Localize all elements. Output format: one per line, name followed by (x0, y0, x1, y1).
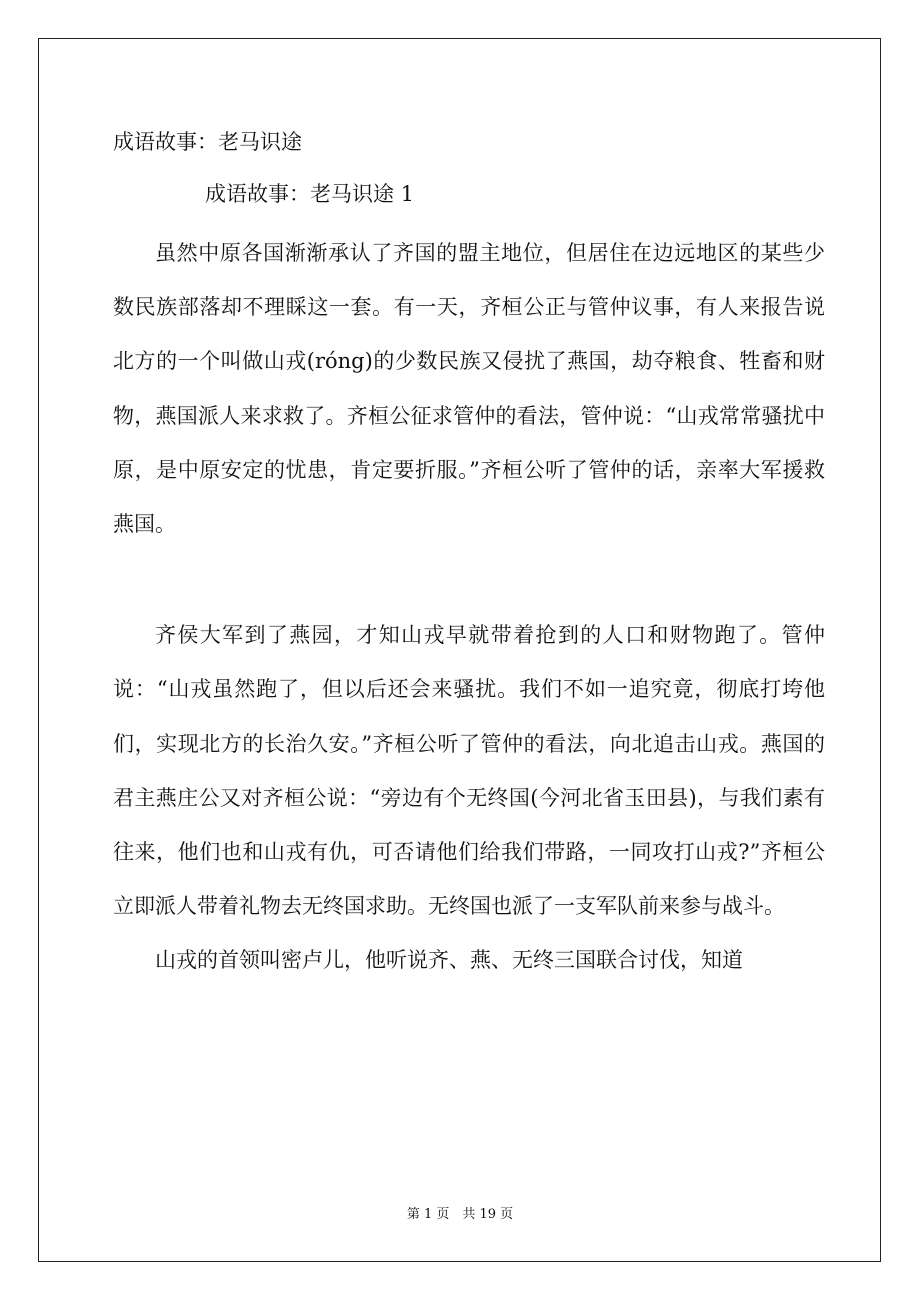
section-heading: 成语故事：老马识途 1 (205, 182, 415, 206)
page-number-footer: 第 1 页 共 19 页 (406, 1207, 514, 1222)
paragraph-2: 齐侯大军到了燕园，才知山戎早就带着抢到的人口和财物跑了。管仲说：“山戎虽然跑了，但以后还会来骚扰。我们不如一追究竟，彻底打垮他们，实现北方的长治久安。”齐桓公听了管仲的看法，向北追击山戎。燕国的君主燕庄公又对齐桓公说：“旁边有个无终国(今河北省玉田县)，与我们素有往来，他们也和山戎有仇，可否请他们给我们带路，一同攻打山戎?”齐桓公立即派人带着礼物去无终国求助。无终国也派了一支军队前来参与战斗。 (113, 623, 825, 919)
document-body (113, 122, 825, 988)
document-title: 成语故事：老马识途 (113, 130, 302, 154)
paragraph-3: 山戎的首领叫密卢儿，他听说齐、燕、无终三国联合讨伐，知道 (155, 948, 743, 973)
paragraph-1: 虽然中原各国渐渐承认了齐国的盟主地位，但居住在边远地区的某些少数民族部落却不理睬这一套。有一天，齐桓公正与管仲议事，有人来报告说北方的一个叫做山戎(róng)的少数民族又侵扰了燕国，劫夺粮食、牲畜和财物，燕国派人来求救了。齐桓公征求管仲的看法，管仲说：“山戎常常骚扰中原，是中原安定的忧患，肯定要折服。”齐桓公听了管仲的话，亲率大军援救燕国。 (113, 241, 825, 537)
